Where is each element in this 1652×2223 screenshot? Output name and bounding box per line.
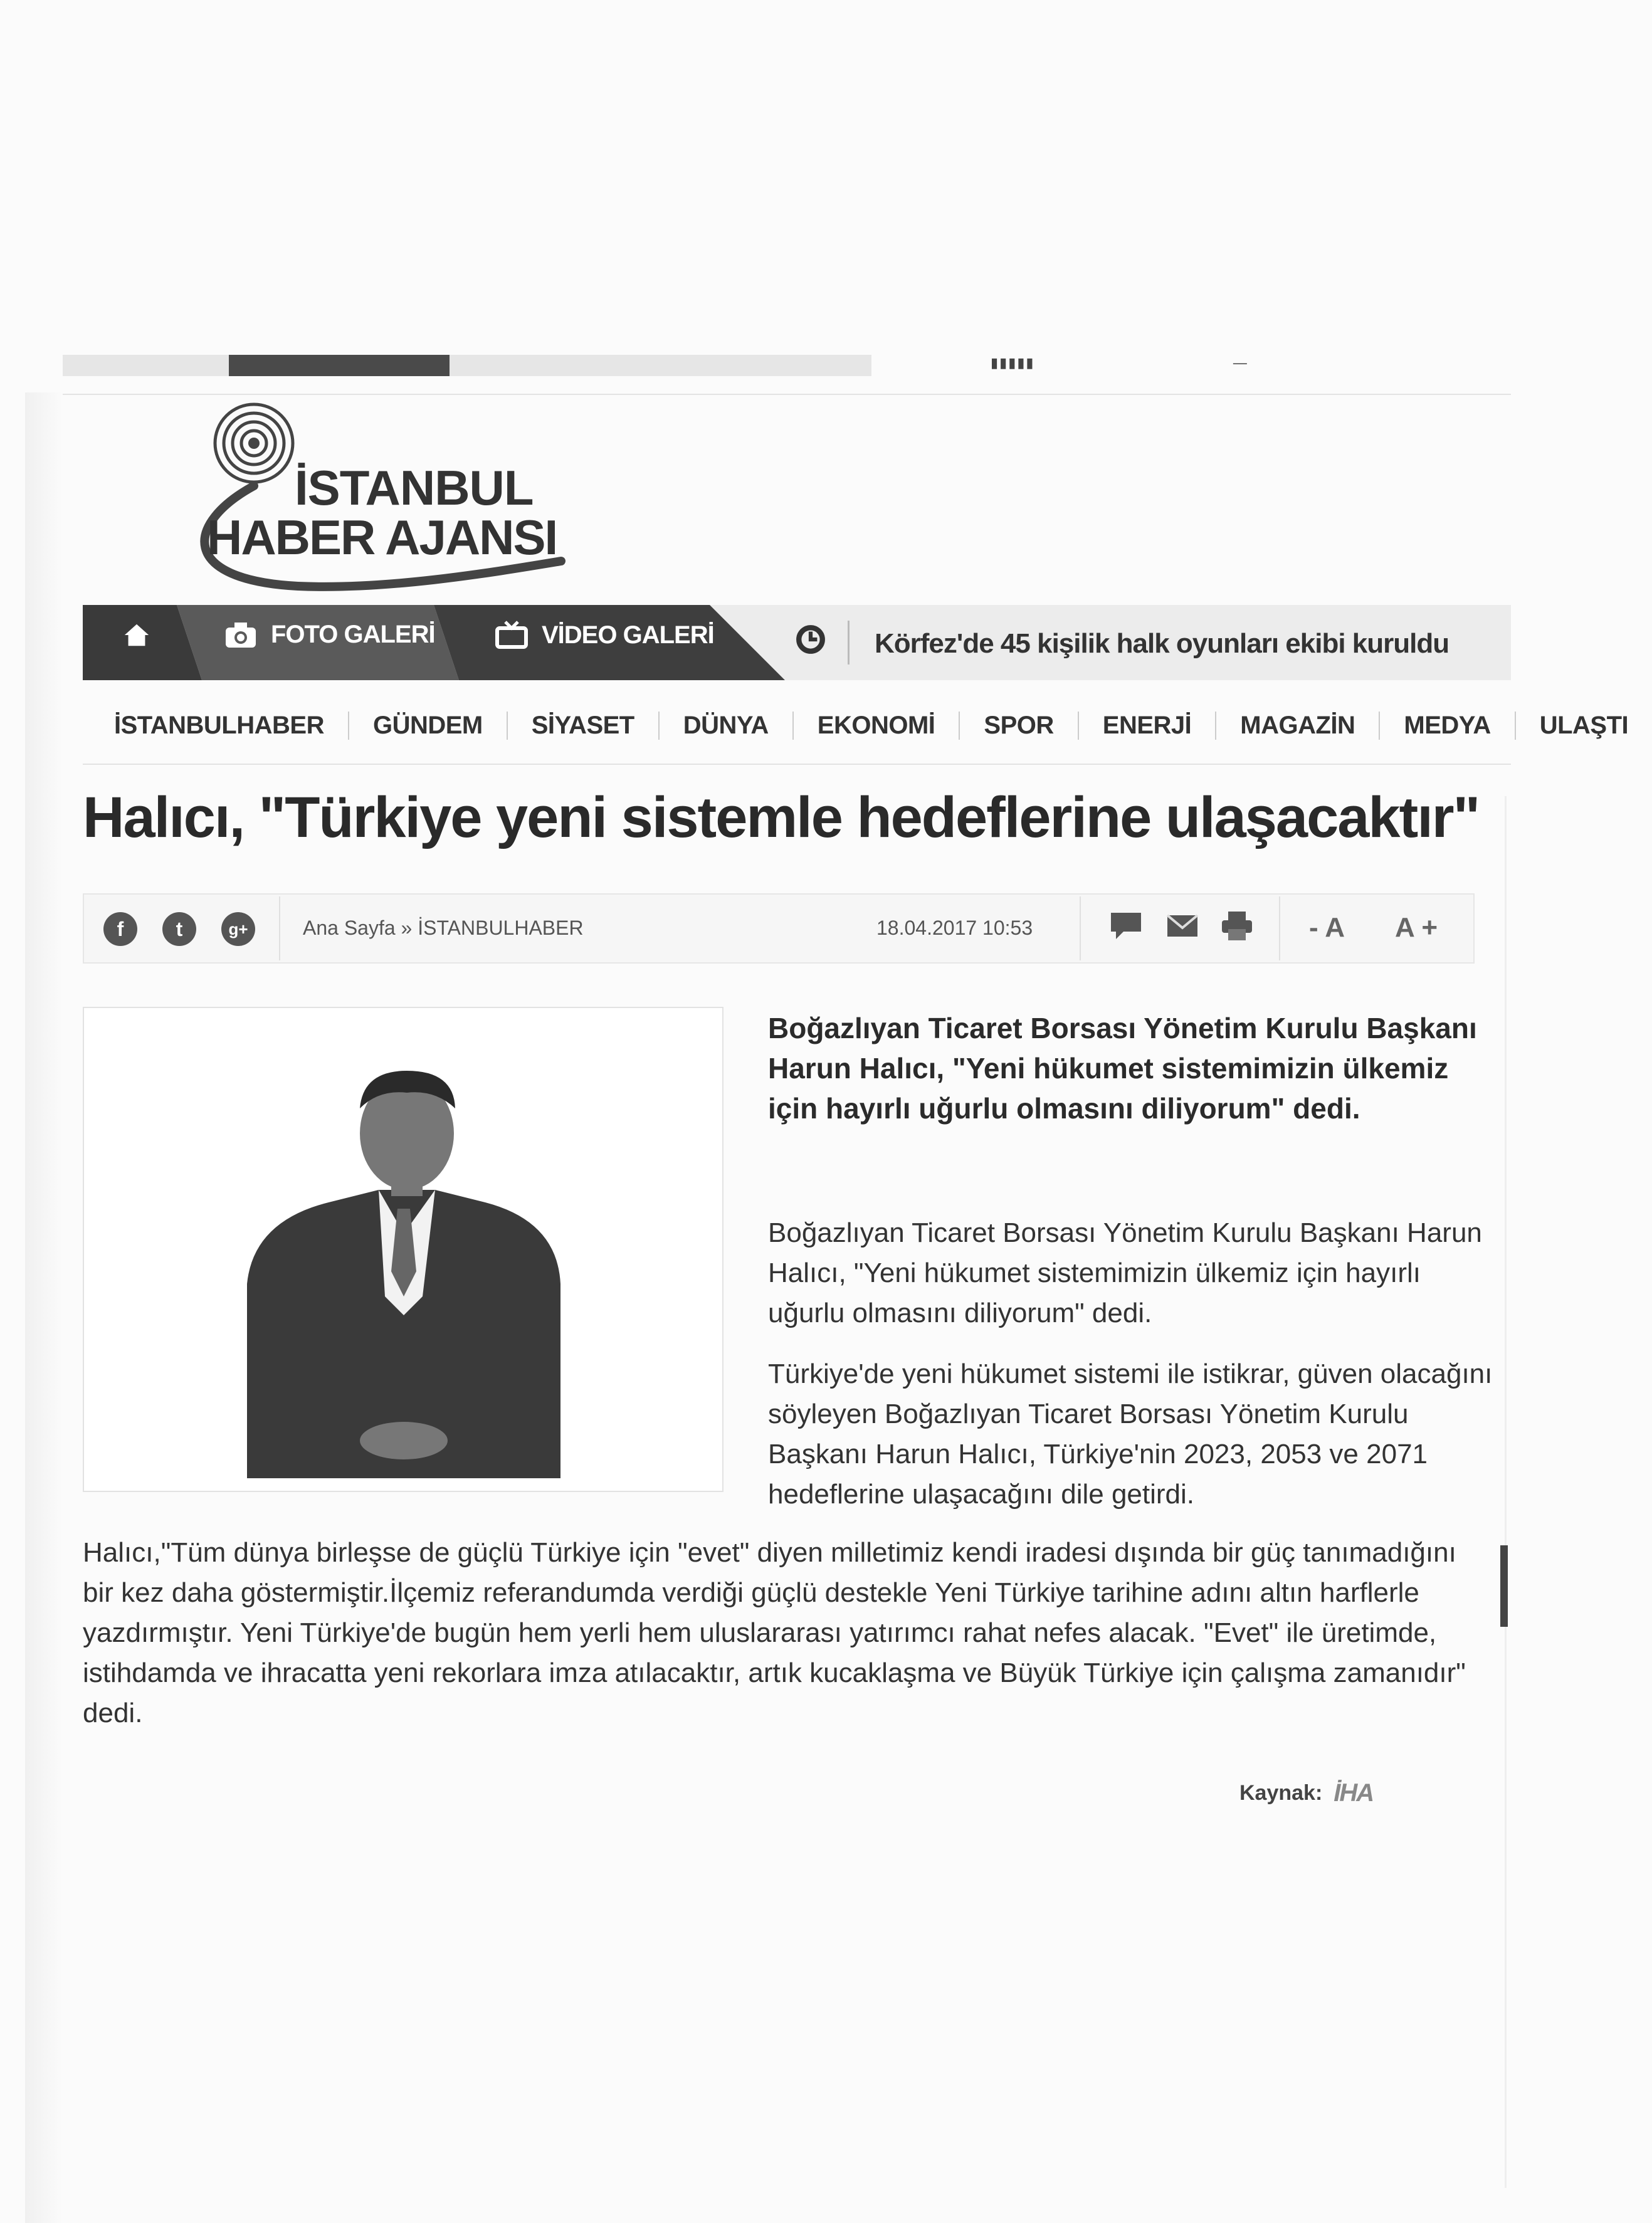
google-plus-share-icon[interactable]: g+ xyxy=(221,912,255,946)
info-separator xyxy=(1279,896,1280,960)
article-photo xyxy=(83,1007,723,1492)
category-item[interactable]: ENERJİ xyxy=(1079,712,1217,740)
article-paragraph: Halıcı,"Tüm dünya birleşse de güçlü Türkiye için "evet" diyen milletimiz kendi iradesi dışında bir güç tanımadığını bir kez daha göstermiştir.İlçemiz referandumda verdiği güçlü destekle Yeni Türkiye tarihine adını altın harflerle yazdırmıştır. Yeni Türkiye'de bugün hem yerli hem uluslararası yatırımcı rahat nefes alacak. "Evet" ile üretimde, istihdamda ve ihracatta yeni rekorlara imza atılacaktır, artık kucaklaşma ve Büyük Türkiye için çalışma zamanıdır" dedi. xyxy=(83,1537,1466,1728)
category-item[interactable]: ULAŞTI xyxy=(1539,712,1629,739)
logo-text-line1: İSTANBUL xyxy=(295,460,534,515)
header-divider xyxy=(63,394,1511,395)
font-increase-button[interactable]: A + xyxy=(1395,912,1438,943)
camera-icon xyxy=(224,621,257,649)
article-info-bar xyxy=(83,893,1475,964)
video-gallery-label: VİDEO GALERİ xyxy=(542,621,714,649)
category-item[interactable]: MEDYA xyxy=(1380,712,1515,740)
category-item[interactable]: MAGAZİN xyxy=(1216,712,1380,740)
page-shadow xyxy=(25,392,63,2223)
category-item[interactable]: EKONOMİ xyxy=(794,712,960,740)
article-paragraph: Türkiye'de yeni hükumet sistemi ile istikrar, güven olacağını söyleyen Boğazlıyan Ticaret Borsası Yönetim Kurulu Başkanı Harun Halıcı, Türkiye'nin 2023, 2053 ve 2071 hedeflerine ulaşacağını dile getirdi. xyxy=(768,1358,1493,1510)
info-separator xyxy=(1080,896,1081,960)
article-lead: Boğazlıyan Ticaret Borsası Yönetim Kurulu Başkanı Harun Halıcı, "Yeni hükumet sistemimizin ülkemiz için hayırlı uğurlu olmasını diliyorum" dedi. xyxy=(768,1012,1477,1125)
logo-text-line2: HABER AJANSI xyxy=(207,510,557,565)
email-icon[interactable] xyxy=(1165,910,1200,942)
breadcrumb-home-link[interactable]: Ana Sayfa xyxy=(303,917,396,939)
top-strip xyxy=(63,355,871,376)
tv-icon xyxy=(495,621,528,649)
source-logo[interactable]: İHA xyxy=(1334,1779,1374,1807)
news-ticker-icon xyxy=(795,624,826,655)
article-source xyxy=(1239,1779,1373,1807)
category-menu xyxy=(83,696,1629,755)
scrollbar-thumb[interactable] xyxy=(1500,1545,1508,1627)
article-title: Halıcı, "Türkiye yeni sistemle hedeflerine ulaşacaktır" xyxy=(83,786,1480,849)
breadcrumb-separator: » xyxy=(401,917,413,939)
category-item[interactable]: SPOR xyxy=(960,712,1078,740)
category-item[interactable]: GÜNDEM xyxy=(349,712,508,740)
article-datetime: 18.04.2017 10:53 xyxy=(876,917,1033,939)
breadcrumb xyxy=(303,917,584,940)
top-strip-dark xyxy=(229,355,450,376)
print-icon[interactable] xyxy=(1219,910,1255,942)
comment-icon[interactable] xyxy=(1108,910,1144,942)
article-paragraph: Boğazlıyan Ticaret Borsası Yönetim Kurulu Başkanı Harun Halıcı, "Yeni hükumet sistemimizin ülkemiz için hayırlı uğurlu olmasını diliyorum" dedi. xyxy=(768,1217,1482,1328)
breadcrumb-section-link[interactable]: İSTANBULHABER xyxy=(418,917,584,939)
category-item[interactable]: İSTANBULHABER xyxy=(83,712,349,740)
nav-home-button[interactable] xyxy=(122,621,151,649)
twitter-share-icon[interactable]: t xyxy=(162,912,196,946)
ticker-separator xyxy=(848,621,850,665)
menu-divider xyxy=(83,764,1511,765)
category-item[interactable]: SİYASET xyxy=(508,712,660,740)
facebook-share-icon[interactable]: f xyxy=(103,912,137,946)
home-icon xyxy=(122,621,151,649)
font-decrease-button[interactable]: - A xyxy=(1309,912,1345,943)
photo-gallery-label: FOTO GALERİ xyxy=(271,621,435,648)
category-item[interactable]: DÜNYA xyxy=(660,712,794,740)
source-label: Kaynak: xyxy=(1239,1781,1323,1805)
info-separator xyxy=(279,896,280,960)
nav-video-gallery[interactable] xyxy=(495,621,714,649)
nav-photo-gallery[interactable] xyxy=(224,621,435,649)
news-ticker-headline[interactable]: Körfez'de 45 kişilik halk oyunları ekibi kuruldu xyxy=(875,628,1449,659)
person-portrait-icon xyxy=(84,1008,722,1491)
top-strip-marks: ▮▮▮▮▮ — xyxy=(991,355,1248,370)
